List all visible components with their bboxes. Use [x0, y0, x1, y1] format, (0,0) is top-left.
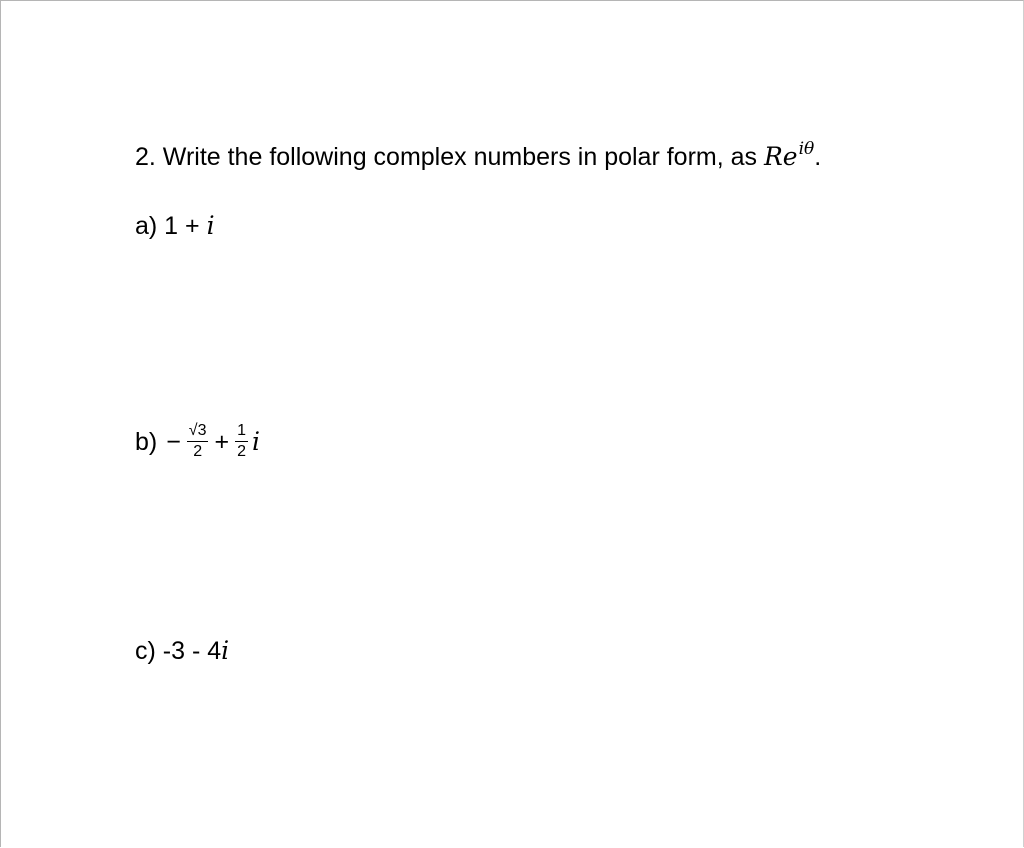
- part-b-plus-sign: +: [214, 428, 230, 457]
- part-c: [135, 636, 229, 666]
- fraction-one-over-2: [235, 422, 248, 461]
- fraction-denominator: 2: [237, 443, 246, 460]
- polar-e: e: [782, 142, 798, 171]
- question-period: .: [814, 143, 822, 171]
- part-c-imaginary-unit: i: [221, 636, 230, 665]
- part-b-imaginary-unit: i: [252, 427, 260, 457]
- part-b-label: b): [135, 428, 165, 457]
- part-c-text: c) -3 - 4: [135, 637, 222, 665]
- question-text: 2. Write the following complex numbers in polar form, as: [135, 143, 764, 171]
- fraction-numerator: √3: [187, 422, 209, 442]
- polar-exponent: iθ: [798, 139, 815, 159]
- part-a: [135, 211, 215, 241]
- part-b-minus-sign: −: [166, 428, 181, 457]
- fraction-sqrt3-over-2: [187, 422, 209, 461]
- fraction-numerator: 1: [235, 422, 248, 442]
- part-b: [135, 424, 260, 463]
- polar-r: R: [763, 142, 783, 171]
- fraction-denominator: 2: [193, 443, 203, 460]
- part-a-imaginary-unit: i: [206, 211, 215, 240]
- part-a-text: a) 1 +: [135, 212, 207, 240]
- question-heading: [135, 139, 822, 175]
